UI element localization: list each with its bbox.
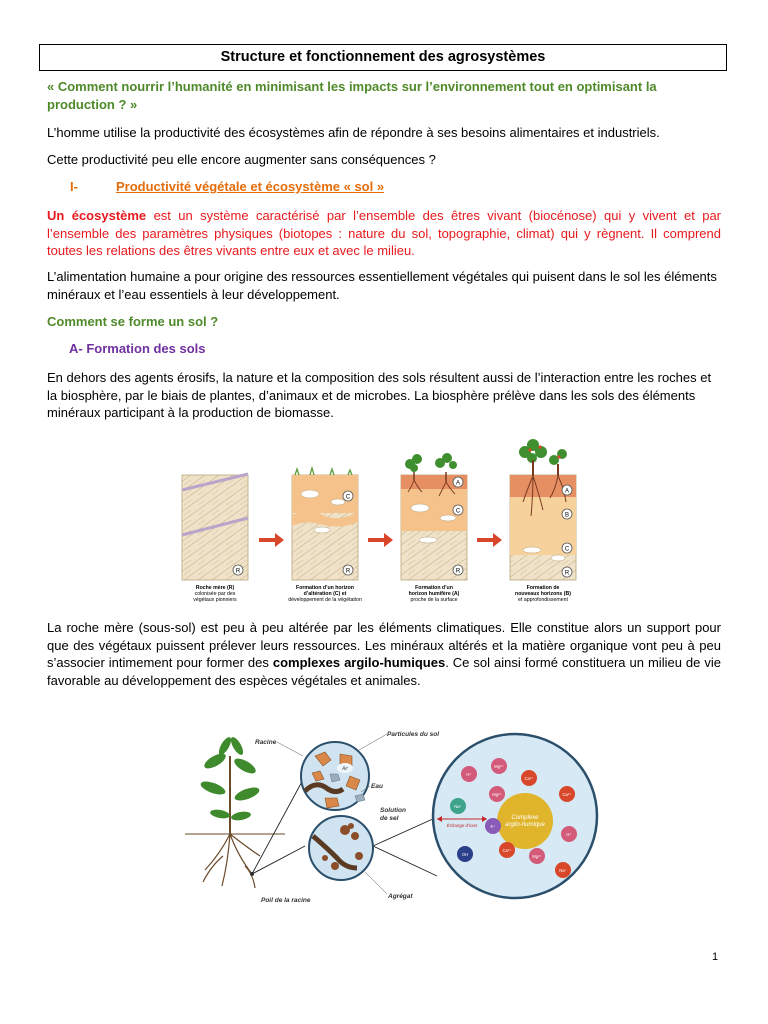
stage-3-humus [401, 453, 467, 580]
root-hair-label: Poil de la racine [261, 897, 311, 904]
stage1-caption-title: Roche mère (R) [195, 585, 235, 591]
stage4-caption-title1: Formation de [526, 585, 560, 591]
bedrock-alteration-paragraph: La roche mère (sous-sol) est peu à peu altérée par les éléments climatiques. Elle constitue alors un support pour que des végétaux puissent prélever leurs ressources. Les minéraux altérés et la matière organique vont peu à peu s’associer intimement pour former des complexes argilo-humiques. Ce sol ainsi formé constituera un milieu de vie favorable au développement des espèces végétales et animales. [47, 620, 721, 688]
page-number: 1 [712, 951, 719, 963]
stage-1-bedrock [182, 474, 248, 580]
stage-2-alteration [292, 468, 358, 580]
svg-text:Mg²⁺: Mg²⁺ [492, 792, 502, 797]
figure1-captions [193, 585, 571, 603]
stage2-caption-title1: Formation d’un horizon [296, 585, 354, 591]
svg-text:K⁺: K⁺ [490, 824, 496, 829]
svg-text:OH: OH [461, 852, 469, 857]
svg-text:C: C [564, 546, 570, 553]
svg-text:R: R [345, 568, 351, 575]
arrow-icon [368, 533, 393, 547]
section-number: I- [70, 179, 78, 194]
stage2-caption-line1: développement de la végétation [288, 597, 362, 603]
svg-text:A: A [564, 488, 570, 495]
stage2-caption-title2: d’altération (C) et [303, 591, 347, 597]
stage3-caption-title1: Formation d’un [415, 585, 453, 591]
arrow-icon [477, 533, 502, 547]
soil-formation-paragraph: En dehors des agents érosifs, la nature et la composition des sols résultent aussi de l’interaction entre les roches et la biosphère, par le biais de plantes, d’animaux et de microbes. La biosphère prélève dans les sols des éléments minéraux participant à la production de biomasse. [47, 370, 712, 421]
svg-text:R: R [564, 570, 570, 577]
svg-text:R: R [455, 568, 461, 575]
guiding-question: « Comment nourrir l’humanité en minimisant les impacts sur l’environnement tout en optimisant la production ? » [47, 79, 657, 112]
food-origin-paragraph: L’alimentation humaine a pour origine des ressources essentiellement végétales qui puisent dans le sol les éléments minéraux et l’eau essentiels à leur développement. [47, 269, 717, 302]
svg-text:R: R [235, 568, 241, 575]
soil-particles-zoom [301, 742, 369, 810]
stage1-caption-line1: colonisée par des [194, 591, 236, 597]
stage4-caption-line1: et approfondissement [518, 597, 568, 603]
salt-solution-label-line2: de sel [380, 815, 399, 822]
stage1-caption-line2: végétaux pionniers [193, 597, 237, 603]
svg-text:Ca²⁺: Ca²⁺ [562, 792, 572, 797]
intro-paragraph: L’homme utilise la productivité des écosystèmes afin de répondre à ses besoins alimentaires et industriels. [47, 125, 660, 140]
complex-label-line2: argilo-humique [505, 822, 545, 828]
svg-text:Mg²⁺: Mg²⁺ [532, 854, 542, 859]
definition-term: Un écosystème [47, 208, 147, 223]
svg-text:Na⁺: Na⁺ [559, 868, 567, 873]
soil-formation-figure [170, 430, 596, 610]
svg-text:A: A [455, 480, 461, 487]
clay-humus-complex-figure [175, 716, 607, 908]
svg-text:H⁺: H⁺ [566, 832, 572, 837]
stage4-caption-title2: nouveaux horizons (B) [515, 591, 571, 597]
root-label: Racine [255, 739, 277, 746]
clay-humus-complex-term: complexes argilo-humiques [272, 655, 446, 671]
salt-solution-zoom [309, 816, 373, 880]
svg-text:C: C [345, 494, 351, 501]
svg-text:C: C [455, 508, 461, 515]
soil-formation-question: Comment se forme un sol ? [47, 314, 219, 329]
svg-text:H⁺: H⁺ [466, 772, 472, 777]
stage-4-new-horizons [510, 439, 576, 580]
aggregate-label: Agrégat [388, 893, 413, 900]
subsection-title: A- Formation des sols [69, 341, 206, 356]
clay-humus-complex-zoom [433, 734, 597, 898]
arrow-icon [259, 533, 284, 547]
svg-text:Mg²⁺: Mg²⁺ [494, 764, 504, 769]
stage3-caption-line1: proche de la surface [410, 597, 458, 603]
ecosystem-definition [47, 207, 721, 260]
svg-text:B: B [564, 512, 570, 519]
intro-question-paragraph: Cette productivité peu elle encore augmenter sans conséquences ? [47, 152, 436, 167]
svg-text:Air: Air [341, 766, 349, 772]
svg-text:Ca²⁺: Ca²⁺ [502, 848, 512, 853]
section-title: Productivité végétale et écosystème « sol » [116, 179, 385, 194]
ion-exchange-label: Échange d’ions [446, 823, 478, 828]
document-title: Structure et fonctionnement des agrosystèmes [39, 44, 727, 71]
complex-label-line1: Complexe [511, 815, 539, 821]
definition-text: est un système caractérisé par l’ensemble des êtres vivant (biocénose) qui y vivent et par l’ensemble des paramètres physiques (biotopes : nature du sol, topographie, climat) qui y règnent. Il comprend toutes les relations des êtres vivants entre eux et avec le milieu. [47, 208, 721, 259]
svg-text:Ca²⁺: Ca²⁺ [524, 776, 534, 781]
soil-particles-label: Particules du sol [387, 731, 440, 738]
svg-text:Na⁺: Na⁺ [454, 804, 462, 809]
stage3-caption-title2: horizon humifère (A) [408, 591, 460, 597]
salt-solution-label-line1: Solution [380, 807, 406, 814]
plant-illustration [185, 735, 285, 888]
water-label: Eau [371, 783, 383, 790]
